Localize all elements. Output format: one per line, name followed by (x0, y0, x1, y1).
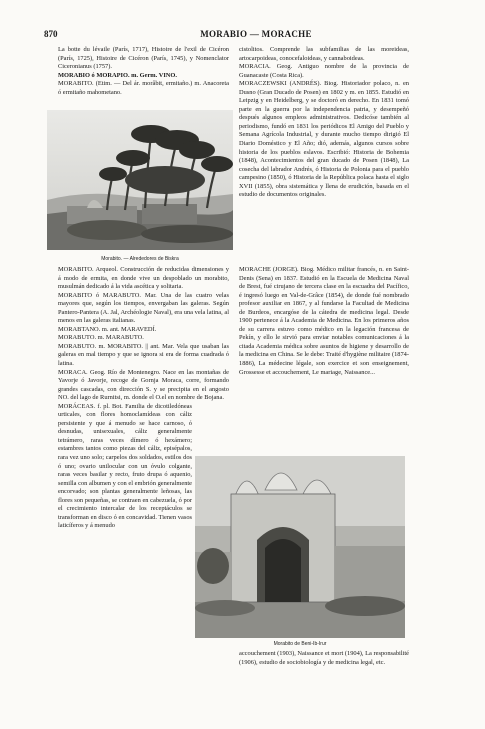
figure-tomb-photo (195, 456, 405, 638)
column-right-top (239, 46, 409, 200)
entry-morabito: MORABITO. (Etim. — Del ár. morâbit, ermitaño.) m. Anacoreta ó ermitaño mahometano. (58, 80, 229, 96)
entry-morabio: MORABIO ó MORAPIO. m. Germ. VINO. (58, 71, 177, 79)
figure-caption-2: Morabito de Beni-Ib-Irur (273, 641, 327, 647)
page-number: 870 (44, 29, 58, 39)
entry-moraczewski: MORACZEWSKI (ANDRÉS). Biog. Historiador polaco, n. en Dusno (Gran Ducado de Posen) en 1802 y m. en 1855. Estudió en Leipzig y en Heidelberg, y se doctoró en derecho. En 1831 tomó parte en la guerra por la independencia patria, y desempeñó después algunos empleos administrativos. Dedicóse también al periodismo, fundó en 1831 los periódicos El Amigo del Pueblo y Semana Agrícola Industrial, y durante mucho tiempo dirigió El Diario Doméstico y El Año; dió, además, algunos cursos sobre historia de los pueblos eslavos. Escribió: Historia de Bohemia (1848), Acontecimientos del gran ducado de Posen (1848), La cosecha del labrador Andrés, ó Historia de Polonia para el pueblo campesino (1850), ó Historia de la República polaca hasta el siglo XVII (1855), obra sistemática y llena de erudición, basada en el estudio de documentos originales. (239, 80, 409, 199)
column-left-top (58, 46, 229, 97)
entry-morabuto-2: MORABUTO. m. MORABITO. || ant. Mar. Vela que usaban las galeras en mal tiempo y que se ignora si era de forma cuadrada ó latina. (58, 342, 229, 368)
page-header (44, 29, 468, 43)
paragraph: cistolitos. Comprende las subfamilias de las moreideas, artocarpoideas, conocefaloideas, y cannaboideas. (239, 46, 409, 62)
entry-morabtano: MORABTANO. m. ant. MARAVEDÍ. (58, 325, 157, 333)
paragraph: La botte du lévaile (París, 1717), Histoire de l'exil de Cicéron (París, 1725), Histoire de Cicéron (París, 1745), y Nomenclator Ciceronianus (1757). (58, 46, 229, 71)
column-right-bottom (239, 650, 409, 667)
figure-oasis-photo (47, 110, 233, 250)
running-head: MORABIO — MORACHE (200, 29, 312, 39)
entry-morache: MORACHE (JORGE). Biog. Médico militar francés, n. en Saint-Denis (Sena) en 1837. Estudió en la Escuela de Medicina Naval de Brest, fué cirujano de tercera clase en la escuadra del Pacífico, é ingresó luego en Val-de-Grâce (1854), de donde fué nombrado profesor auxiliar en 1867, y al fundarse la Facultad de Medicina de Burdeos, encargóse de la cátedra de medicina legal. Desde 1900 pertenece á la Academia de Medicina. En los primeros años de su carrera estuvo como médico en la legación francesa de Pekín, y ello le sirvió para enviar notables comunicaciones á la citada Academia médica sobre asuntos de higiene y desarrollo de la medicina en China. Se le debe: Traité d'hygiène militaire (1874-1886), La médecine légale, son exercice et son enseignement, Grossesse et accouchement, Le mariage, Naissance... (239, 266, 409, 376)
entry-moracia: MORACIA. Geog. Antiguo nombre de la provincia de Guanacaste (Costa Rica). (239, 63, 409, 79)
entry-moraceas: MORÁCEAS. f. pl. Bot. Familia de dicotiledóneas urticales, con flores homoclamídeas con cáliz persistente y que á menudo se hace carnoso, ó desnudas, unisexuales, cáliz generalmente tetrámero, raras veces dímero ó hexámero; estambres tantos como piezas del cáliz, episépalos, rara vez uno solo; carpelos dos soldados, estilos dos ó uno; ovario unilocular con un óvulo colgante, raras veces basilar y recto, fruto drupa ó aquenio, semilla con albumen y con el embrión generalmente encorvado; son plantas generalmente leñosas, las flores son pequeñas, se contraen en cabezuela, ó por el crecimiento intercalar de los receptáculos se transforman en disco ó en concavidad. Tienen vasos laticíferos y á menudo (58, 402, 192, 530)
figure-caption-1: Morabito. — Alrededores de Biskra (101, 256, 179, 262)
paragraph: accouchement (1903), Naissance et mort (1904), La responsabilité (1906), estudio de sociobiología y de medicina legal, etc. (239, 650, 409, 666)
entry-morabito-mar: MORABITO ó MARABUTO. Mar. Una de las cuatro velas mayores que, según los tiempos, envergaban las galeras. Según Pantero-Pantera (A. Jal, Archéologie Naval), era una vela latina, al menos en las galeras italianas. (58, 291, 229, 325)
palm-oasis-illustration (47, 110, 233, 250)
entry-morabuto: MORABUTO. m. MARABUTO. (58, 334, 144, 342)
entry-morabito-arqueol: MORABITO. Arqueol. Construcción de reducidas dimensiones y á modo de ermita, en donde vive un despoblado un morabito, musulmán dedicado á la vida ascética y solitaria. (58, 266, 229, 291)
column-right-middle (239, 266, 409, 377)
tomb-building-illustration (195, 456, 405, 638)
entry-moraca: MORACA. Geog. Río de Montenegro. Nace en las montañas de Yavorje ó Javorje, recoge de Gornja Moraca, corre, formando grandes cascadas, con dirección S. y se precipita en el angosto NO. del lago de Rurnitsi, m. donde el O.el en nombre de Bojana. (58, 368, 229, 402)
